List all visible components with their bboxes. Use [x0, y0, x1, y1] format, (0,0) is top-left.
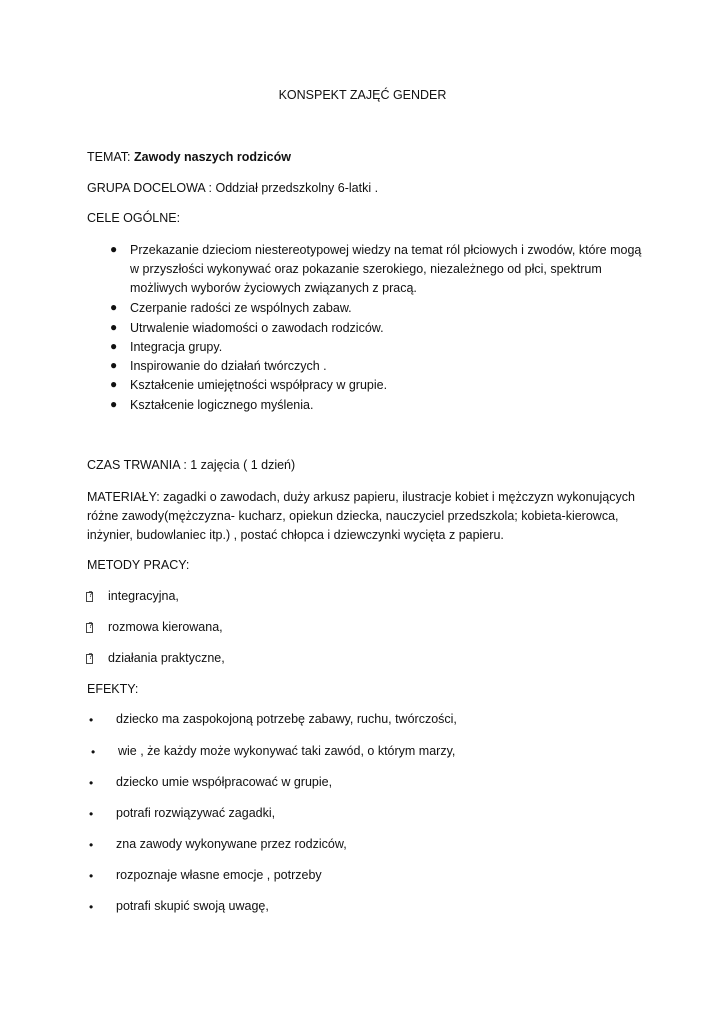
effect-item: dziecko ma zaspokojoną potrzebę zabawy, ruchu, twórczości, — [116, 712, 457, 726]
document-title: KONSPEKT ZAJĘĆ GENDER — [278, 88, 447, 102]
bullet-icon: ● — [110, 339, 118, 353]
methods-heading: METODY PRACY: — [87, 558, 190, 572]
effect-item: zna zawody wykonywane przez rodziców, — [116, 837, 347, 851]
target-group: GRUPA DOCELOWA : Oddział przedszkolny 6-latki . — [87, 181, 379, 195]
goal-item: Kształcenie logicznego myślenia. — [130, 398, 314, 412]
method-item: działania praktyczne, — [108, 651, 225, 665]
bullet-icon: • — [89, 900, 94, 914]
topic-line — [87, 150, 291, 164]
goals-heading: CELE OGÓLNE: — [87, 211, 181, 225]
bullet-icon: ● — [110, 358, 118, 372]
materials: MATERIAŁY: zagadki o zawodach, duży arkusz papieru, ilustracje kobiet i mężczyzn wykonujących różne zawody(mężczyzna- kucharz, opiekun dziecka, nauczyciel przedszkola; kobieta-kierowca, inżynier, budowlaniec itp.) , postać chłopca i dziewczynki wycięta z papieru. — [87, 490, 635, 542]
effect-item: rozpoznaje własne emocje , potrzeby — [116, 868, 322, 882]
bullet-icon: • — [89, 713, 94, 727]
effect-item: potrafi skupić swoją uwagę, — [116, 899, 269, 913]
topic-label: TEMAT: — [87, 150, 131, 164]
method-item: rozmowa kierowana, — [108, 620, 223, 634]
goal-item: Przekazanie dzieciom niestereotypowej wiedzy na temat ról płciowych i zwodów, które mogą w przyszłości wykonywać oraz pokazanie szerokiego, niezależnego od płci, spektrum możliwych wyborów życiowych związanych z pracą. — [130, 243, 642, 295]
bullet-icon: ● — [110, 242, 118, 256]
missing-glyph-icon — [86, 623, 93, 633]
bullet-icon: • — [89, 838, 94, 852]
effect-item: potrafi rozwiązywać zagadki, — [116, 806, 276, 820]
goal-item: Inspirowanie do działań twórczych . — [130, 359, 327, 373]
bullet-icon: ● — [110, 397, 118, 411]
goal-item: Czerpanie radości ze wspólnych zabaw. — [130, 301, 352, 315]
goal-item: Integracja grupy. — [130, 340, 223, 354]
duration: CZAS TRWANIA : 1 zajęcia ( 1 dzień) — [87, 458, 296, 472]
bullet-icon: ● — [110, 320, 118, 334]
bullet-icon: ● — [110, 300, 118, 314]
effects-heading: EFEKTY: — [87, 682, 139, 696]
goal-item: Utrwalenie wiadomości o zawodach rodziców. — [130, 321, 384, 335]
bullet-icon: • — [91, 745, 96, 759]
bullet-icon: • — [89, 869, 94, 883]
missing-glyph-icon — [86, 592, 93, 602]
method-item: integracyjna, — [108, 589, 179, 603]
missing-glyph-icon — [86, 654, 93, 664]
topic-value: Zawody naszych rodziców — [134, 150, 291, 164]
effect-item: wie , że każdy może wykonywać taki zawód, o którym marzy, — [118, 744, 456, 758]
bullet-icon: • — [89, 807, 94, 821]
bullet-icon: • — [89, 776, 94, 790]
effect-item: dziecko umie współpracować w grupie, — [116, 775, 333, 789]
goal-item: Kształcenie umiejętności współpracy w grupie. — [130, 378, 388, 392]
bullet-icon: ● — [110, 377, 118, 391]
